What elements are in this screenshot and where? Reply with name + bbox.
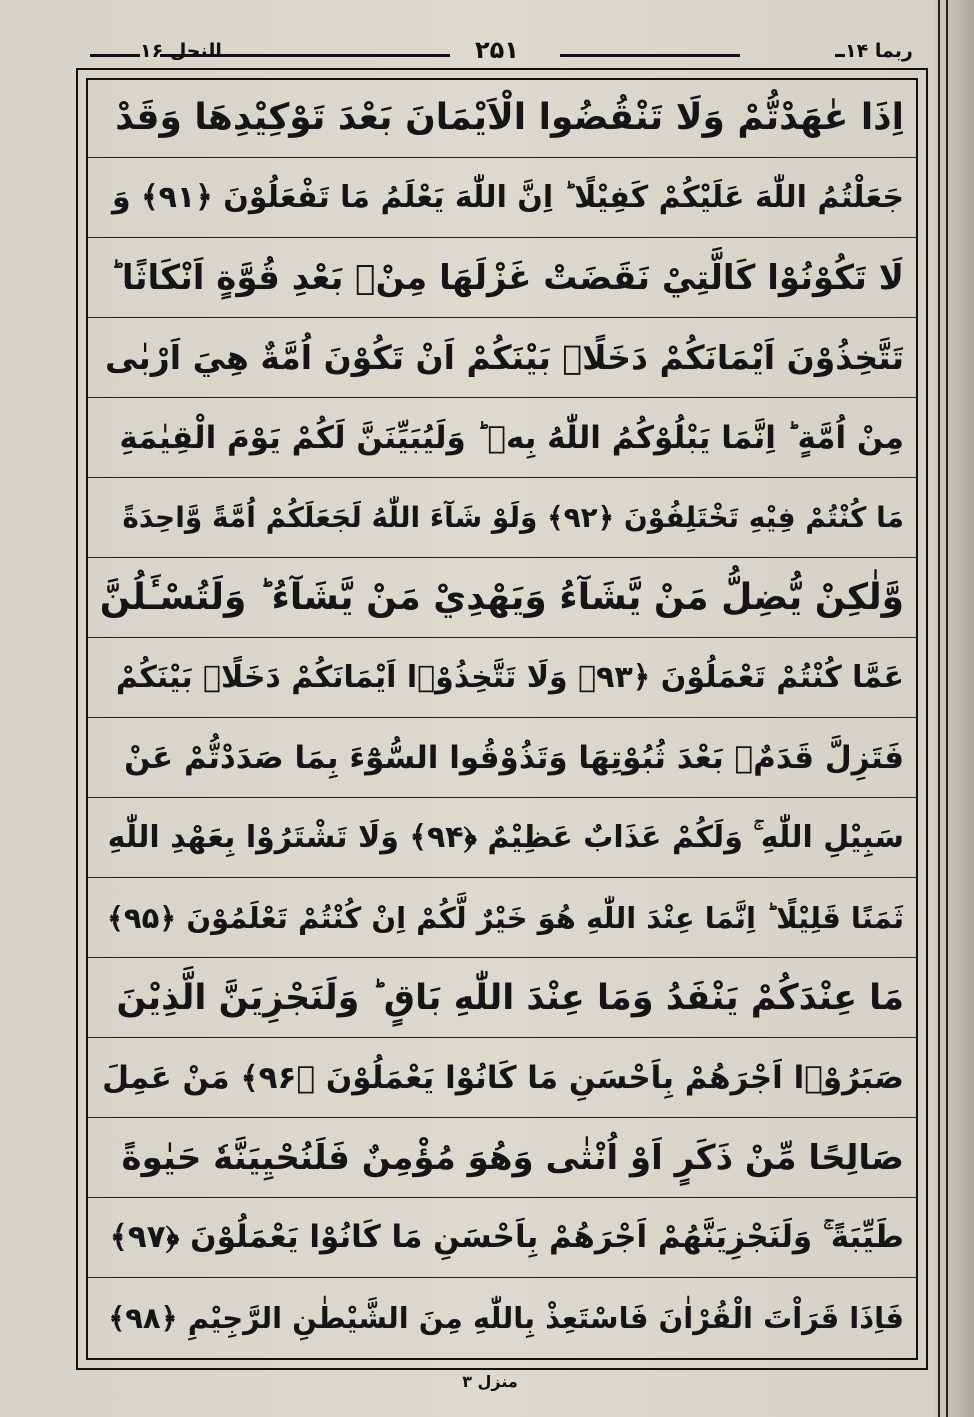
spine-line <box>938 0 940 1417</box>
text-block <box>86 78 918 1360</box>
text-line: مِنْ اُمَّةٍ ؕ اِنَّمَا يَبْلُوْكُمُ اللّٰهُ بِهٖ ؕ وَلَيُبَيِّنَنَّ لَكُمْ يَوْمَ الْقِيٰمَةِ <box>86 398 918 478</box>
juz-name: ربما ۱۴ <box>845 40 913 62</box>
page-header <box>80 36 930 68</box>
text-line: تَتَّخِذُوْنَ اَيْمَانَكُمْ دَخَلًاۢ بَيْنَكُمْ اَنْ تَكُوْنَ اُمَّةٌ هِيَ اَرْبٰى <box>86 318 918 398</box>
text-line: مَا عِنْدَكُمْ يَنْفَدُ وَمَا عِنْدَ اللّٰهِ بَاقٍ ؕ وَلَنَجْزِيَنَّ الَّذِيْنَ <box>86 958 918 1038</box>
text-line: مَا كُنْتُمْ فِيْهِ تَخْتَلِفُوْنَ ﴿۹۲﴾ وَلَوْ شَآءَ اللّٰهُ لَجَعَلَكُمْ اُمَّةً وَّاحِدَةً <box>86 478 918 558</box>
page-number: ۲۵۱ <box>475 36 519 64</box>
surah-name: النحل ۱۶ <box>140 40 222 62</box>
manzil-marker: منزل ۳ <box>462 1372 518 1391</box>
text-line: عَمَّا كُنْتُمْ تَعْمَلُوْنَ ﴿۹۳﴾ وَلَا تَتَّخِذُوْۤا اَيْمَانَكُمْ دَخَلًاۢ بَيْنَكُمْ <box>86 638 918 718</box>
spine-line <box>946 0 948 1417</box>
text-line: جَعَلْتُمُ اللّٰهَ عَلَيْكُمْ كَفِيْلًا ؕ اِنَّ اللّٰهَ يَعْلَمُ مَا تَفْعَلُوْنَ ﴿۹۱﴾ وَ <box>86 158 918 238</box>
text-line: طَيِّبَةً ۚ وَلَنَجْزِيَنَّهُمْ اَجْرَهُمْ بِاَحْسَنِ مَا كَانُوْا يَعْمَلُوْنَ ﴿۹۷﴾ <box>86 1198 918 1278</box>
text-line: سَبِيْلِ اللّٰهِ ۚ وَلَكُمْ عَذَابٌ عَظِيْمٌ ﴿۹۴﴾ وَلَا تَشْتَرُوْا بِعَهْدِ اللّٰهِ <box>86 798 918 878</box>
header-rule <box>835 54 845 57</box>
text-line: اِذَا عٰهَدْتُّمْ وَلَا تَنْقُضُوا الْاَيْمَانَ بَعْدَ تَوْكِيْدِهَا وَقَدْ <box>86 78 918 158</box>
text-line: ثَمَنًا قَلِيْلًا ؕ اِنَّمَا عِنْدَ اللّٰهِ هُوَ خَيْرٌ لَّكُمْ اِنْ كُنْتُمْ تَعْلَمُوْنَ ﴿۹۵﴾ <box>86 878 918 958</box>
text-line: فَتَزِلَّ قَدَمٌۢ بَعْدَ ثُبُوْتِهَا وَتَذُوْقُوا السُّوْٓءَ بِمَا صَدَدْتُّمْ عَنْ <box>86 718 918 798</box>
header-rule <box>90 54 140 57</box>
text-line: صَالِحًا مِّنْ ذَكَرٍ اَوْ اُنْثٰى وَهُوَ مُؤْمِنٌ فَلَنُحْيِيَنَّهٗ حَيٰوةً <box>86 1118 918 1198</box>
text-line: وَّلٰكِنْ يُّضِلُّ مَنْ يَّشَآءُ وَيَهْدِيْ مَنْ يَّشَآءُ ؕ وَلَتُسْـَٔلُنَّ <box>86 558 918 638</box>
text-line: فَاِذَا قَرَاْتَ الْقُرْاٰنَ فَاسْتَعِذْ بِاللّٰهِ مِنَ الشَّيْطٰنِ الرَّجِيْمِ ﴿۹۸﴾ <box>108 1301 904 1335</box>
book-spine <box>934 0 974 1417</box>
text-line: صَبَرُوْۤا اَجْرَهُمْ بِاَحْسَنِ مَا كَانُوْا يَعْمَلُوْنَ ﴿۹۶﴾ مَنْ عَمِلَ <box>86 1038 918 1118</box>
header-rule <box>560 54 740 57</box>
text-line: لَا تَكُوْنُوْا كَالَّتِيْ نَقَضَتْ غَزْلَهَا مِنْۢ بَعْدِ قُوَّةٍ اَنْكَاثًا ؕ <box>86 238 918 318</box>
